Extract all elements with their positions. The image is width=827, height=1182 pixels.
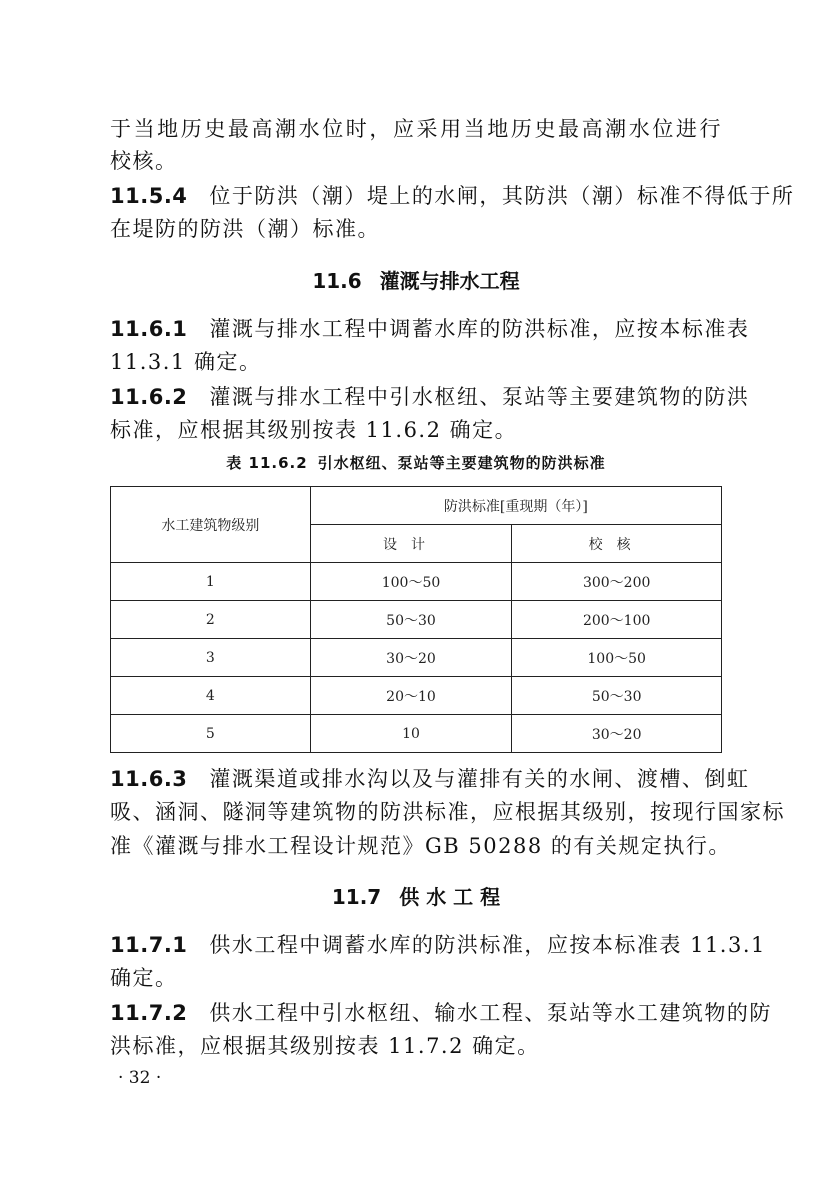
clause-text: 供水工程中调蓄水库的防洪标准，应按本标准表 11.3.1 bbox=[209, 933, 766, 957]
clause-11-6-3-line-2: 吸、涵洞、隧洞等建筑物的防洪标准，应根据其级别，按现行国家标 bbox=[110, 800, 785, 824]
section-number: 11.7 bbox=[331, 885, 382, 909]
check-cell: 200～100 bbox=[512, 601, 722, 639]
clause-11-5-4-line-2: 在堤防的防洪（潮）标准。 bbox=[110, 217, 380, 241]
clause-number: 11.6.1 bbox=[110, 317, 188, 341]
clause-11-6-3-line-1 bbox=[110, 764, 750, 794]
design-cell: 20～10 bbox=[310, 677, 512, 715]
table-caption bbox=[110, 451, 722, 475]
level-cell: 4 bbox=[111, 677, 311, 715]
design-cell: 10 bbox=[310, 715, 512, 753]
check-cell: 30～20 bbox=[512, 715, 722, 753]
table-title: 引水枢纽、泵站等主要建筑物的防洪标准 bbox=[317, 454, 606, 472]
check-cell: 300～200 bbox=[512, 563, 722, 601]
column-header-check: 校核 bbox=[512, 525, 722, 563]
clause-11-7-2-line-2: 洪标准，应根据其级别按表 11.7.2 确定。 bbox=[110, 1034, 540, 1058]
clause-11-6-3-line-3: 准《灌溉与排水工程设计规范》GB 50288 的有关规定执行。 bbox=[110, 834, 731, 858]
clause-number: 11.6.3 bbox=[110, 767, 188, 791]
design-cell: 50～30 bbox=[310, 601, 512, 639]
clause-text: 灌溉与排水工程中引水枢纽、泵站等主要建筑物的防洪 bbox=[209, 385, 750, 409]
level-cell: 5 bbox=[111, 715, 311, 753]
design-cell: 100～50 bbox=[310, 563, 512, 601]
paragraph-line: 于当地历史最高潮水位时，应采用当地历史最高潮水位进行 bbox=[110, 117, 722, 141]
clause-11-5-4-line-1 bbox=[110, 181, 795, 211]
clause-text: 供水工程中引水枢纽、输水工程、泵站等水工建筑物的防 bbox=[209, 1001, 772, 1025]
table-row bbox=[111, 639, 722, 677]
column-header-group: 防洪标准[重现期（年）] bbox=[310, 487, 721, 525]
clause-11-6-2-line-1 bbox=[110, 382, 750, 412]
clause-11-6-2-line-2: 标准，应根据其级别按表 11.6.2 确定。 bbox=[110, 418, 518, 442]
table-row bbox=[111, 677, 722, 715]
flood-standard-table bbox=[110, 486, 722, 753]
table-row bbox=[111, 563, 722, 601]
clause-number: 11.6.2 bbox=[110, 385, 188, 409]
level-cell: 3 bbox=[111, 639, 311, 677]
level-cell: 1 bbox=[111, 563, 311, 601]
clause-11-7-1-line-2: 确定。 bbox=[110, 966, 178, 990]
section-heading-11-7 bbox=[110, 882, 722, 912]
clause-text: 灌溉与排水工程中调蓄水库的防洪标准，应按本标准表 bbox=[209, 317, 750, 341]
page-number: · 32 · bbox=[118, 1068, 162, 1088]
column-header-level: 水工建筑物级别 bbox=[111, 487, 311, 563]
paragraph-line: 校核。 bbox=[110, 149, 178, 173]
clause-number: 11.7.1 bbox=[110, 933, 188, 957]
section-heading-11-6 bbox=[110, 266, 722, 296]
section-title: 供 水 工 程 bbox=[399, 885, 501, 909]
clause-11-7-2-line-1 bbox=[110, 998, 772, 1028]
clause-11-7-1-line-1 bbox=[110, 930, 766, 960]
clause-11-6-1-line-2: 11.3.1 确定。 bbox=[110, 350, 262, 374]
clause-number: 11.5.4 bbox=[110, 184, 188, 208]
check-cell: 50～30 bbox=[512, 677, 722, 715]
design-cell: 30～20 bbox=[310, 639, 512, 677]
table-number: 表 11.6.2 bbox=[226, 454, 308, 472]
clause-text: 灌溉渠道或排水沟以及与灌排有关的水闸、渡槽、倒虹 bbox=[209, 767, 750, 791]
section-number: 11.6 bbox=[312, 269, 362, 293]
table-row bbox=[111, 715, 722, 753]
level-cell: 2 bbox=[111, 601, 311, 639]
clause-11-6-1-line-1 bbox=[110, 314, 750, 344]
clause-number: 11.7.2 bbox=[110, 1001, 188, 1025]
table-row bbox=[111, 601, 722, 639]
column-header-design: 设计 bbox=[310, 525, 512, 563]
clause-text: 位于防洪（潮）堤上的水闸，其防洪（潮）标准不得低于所 bbox=[209, 184, 795, 208]
check-cell: 100～50 bbox=[512, 639, 722, 677]
section-title: 灌溉与排水工程 bbox=[379, 269, 520, 293]
